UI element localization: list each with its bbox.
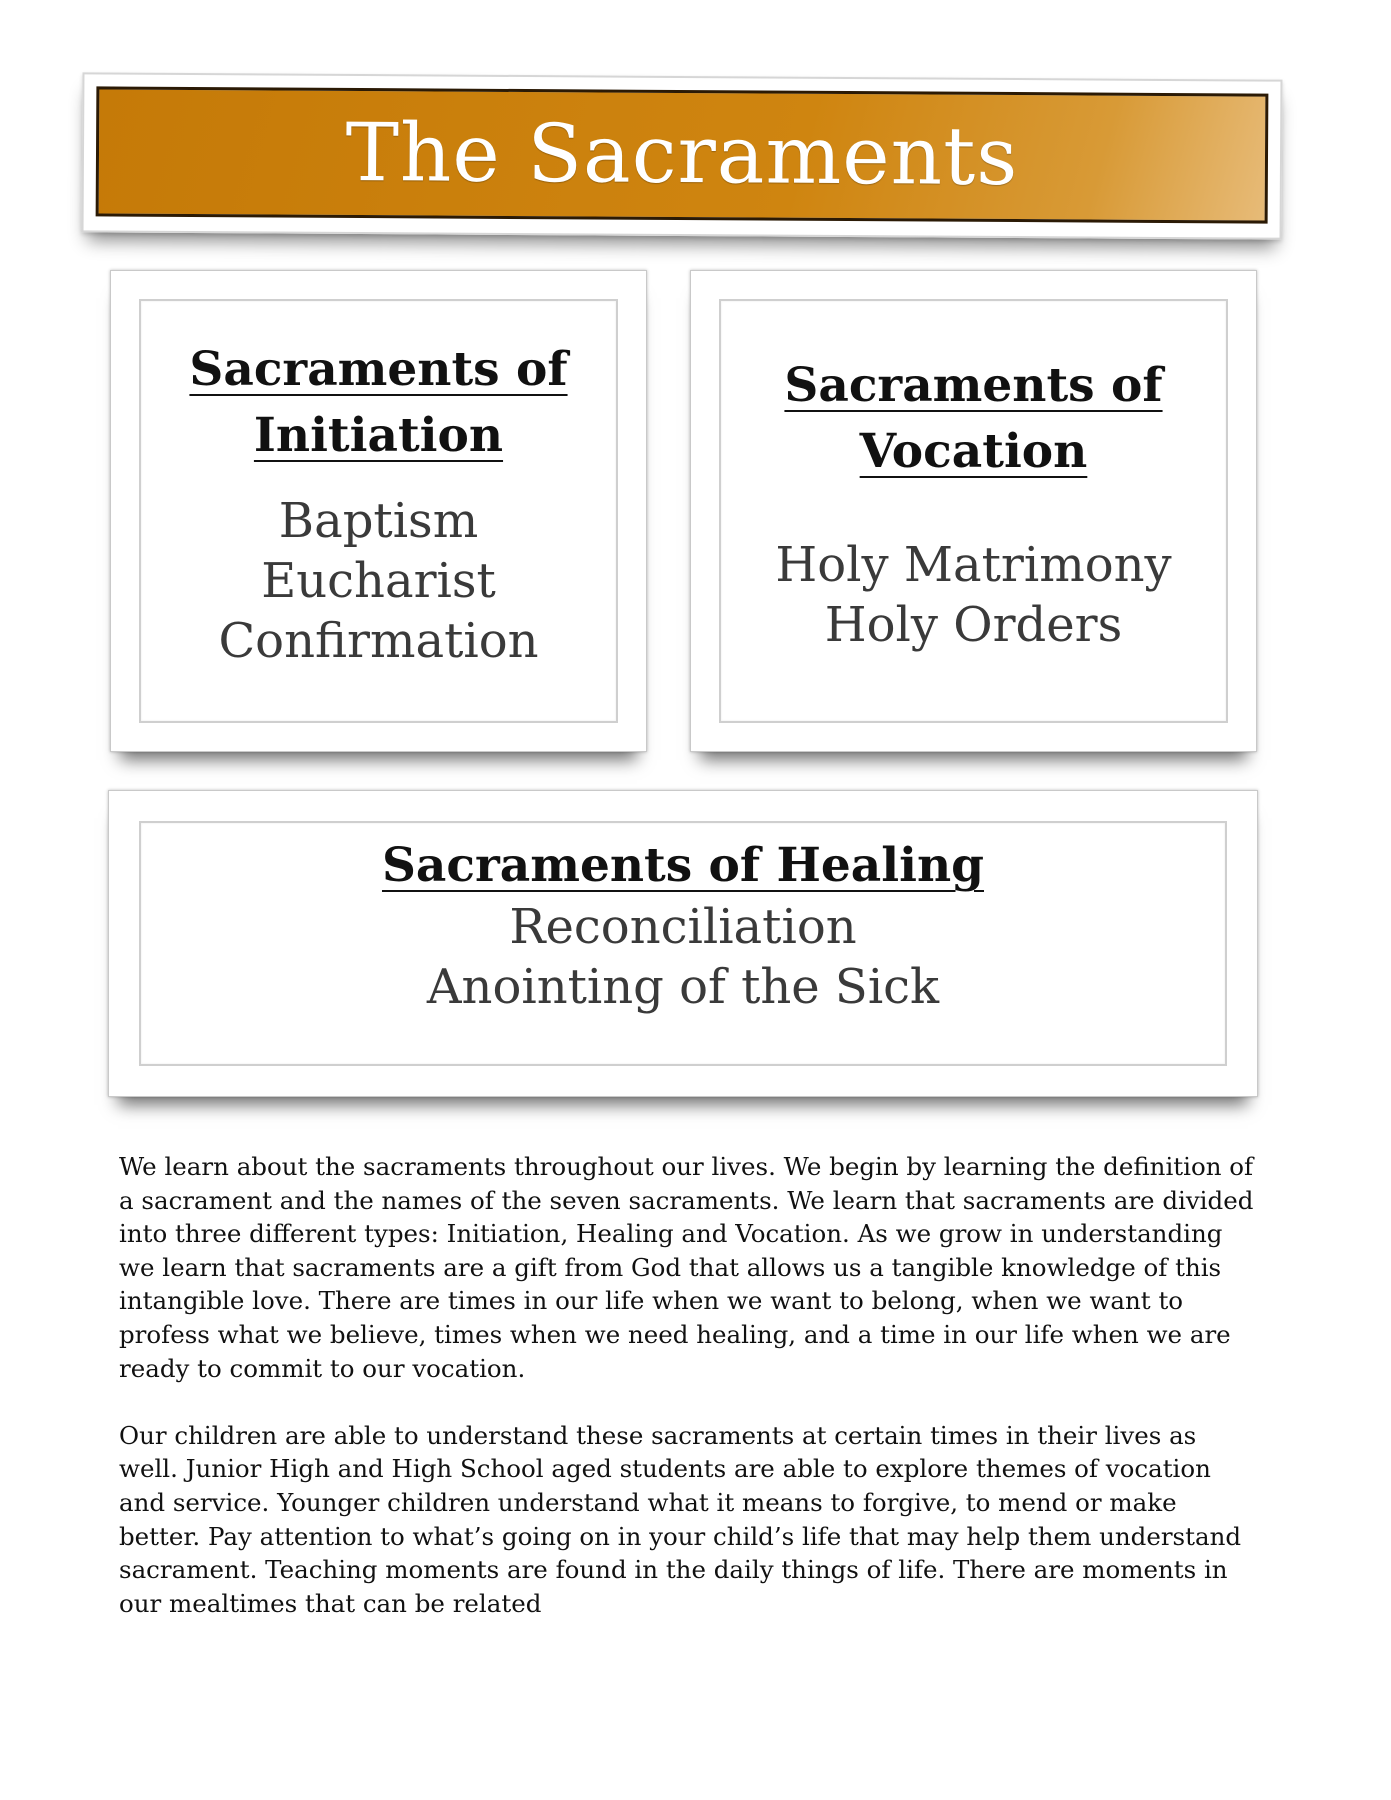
- page-title: The Sacraments: [345, 105, 1019, 204]
- vocation-heading-line2: Vocation: [859, 424, 1088, 479]
- list-item: Confirmation: [218, 613, 539, 669]
- healing-heading-text: Sacraments of Healing: [381, 838, 984, 893]
- healing-heading: [382, 837, 984, 895]
- body-text: [119, 1150, 1259, 1654]
- initiation-list: [218, 491, 538, 671]
- vocation-card-frame: [719, 299, 1228, 723]
- vocation-card: [690, 270, 1257, 752]
- initiation-heading-line1: Sacraments of: [189, 342, 568, 397]
- initiation-card-frame: [139, 299, 618, 723]
- initiation-heading: [189, 337, 567, 469]
- initiation-card: [110, 270, 647, 752]
- vocation-heading: [784, 353, 1162, 485]
- list-item: Anointing of the Sick: [426, 959, 940, 1015]
- body-paragraph-2: Our children are able to understand these sacraments at certain times in their lives as well. Junior High and High School aged students are able to explore themes of vocation and service. Younger children understand what it means to forgive, to mend or make better. Pay attention to what’s going on in your child’s life that may help them understand sacrament. Teaching moments are found in the daily things of life. There are moments in our mealtimes that can be related: [119, 1420, 1242, 1618]
- vocation-list: [775, 535, 1171, 655]
- list-item: Eucharist: [261, 553, 496, 609]
- healing-card: [108, 790, 1258, 1097]
- healing-card-frame: [139, 821, 1227, 1066]
- list-item: Reconciliation: [509, 899, 857, 955]
- healing-list: [427, 897, 939, 1017]
- vocation-heading-line1: Sacraments of: [784, 358, 1163, 413]
- list-item: Baptism: [278, 493, 479, 549]
- list-item: Holy Matrimony: [775, 537, 1172, 593]
- body-paragraph-1: We learn about the sacraments throughout our lives. We begin by learning the definition of a sacrament and the names of the seven sacraments. We learn that sacraments are divided into three different types: Initiation, Healing and Vocation. As we grow in understanding we learn that sacraments are a gift from God that allows us a tangible knowledge of this intangible love. There are times in our life when we want to belong, when we want to profess what we believe, times when we need healing, and a time in our life when we are ready to commit to our vocation.: [119, 1152, 1254, 1383]
- title-banner: [82, 72, 1283, 239]
- list-item: Holy Orders: [824, 597, 1123, 653]
- initiation-heading-line2: Initiation: [253, 408, 504, 463]
- title-banner-fill: [96, 86, 1269, 223]
